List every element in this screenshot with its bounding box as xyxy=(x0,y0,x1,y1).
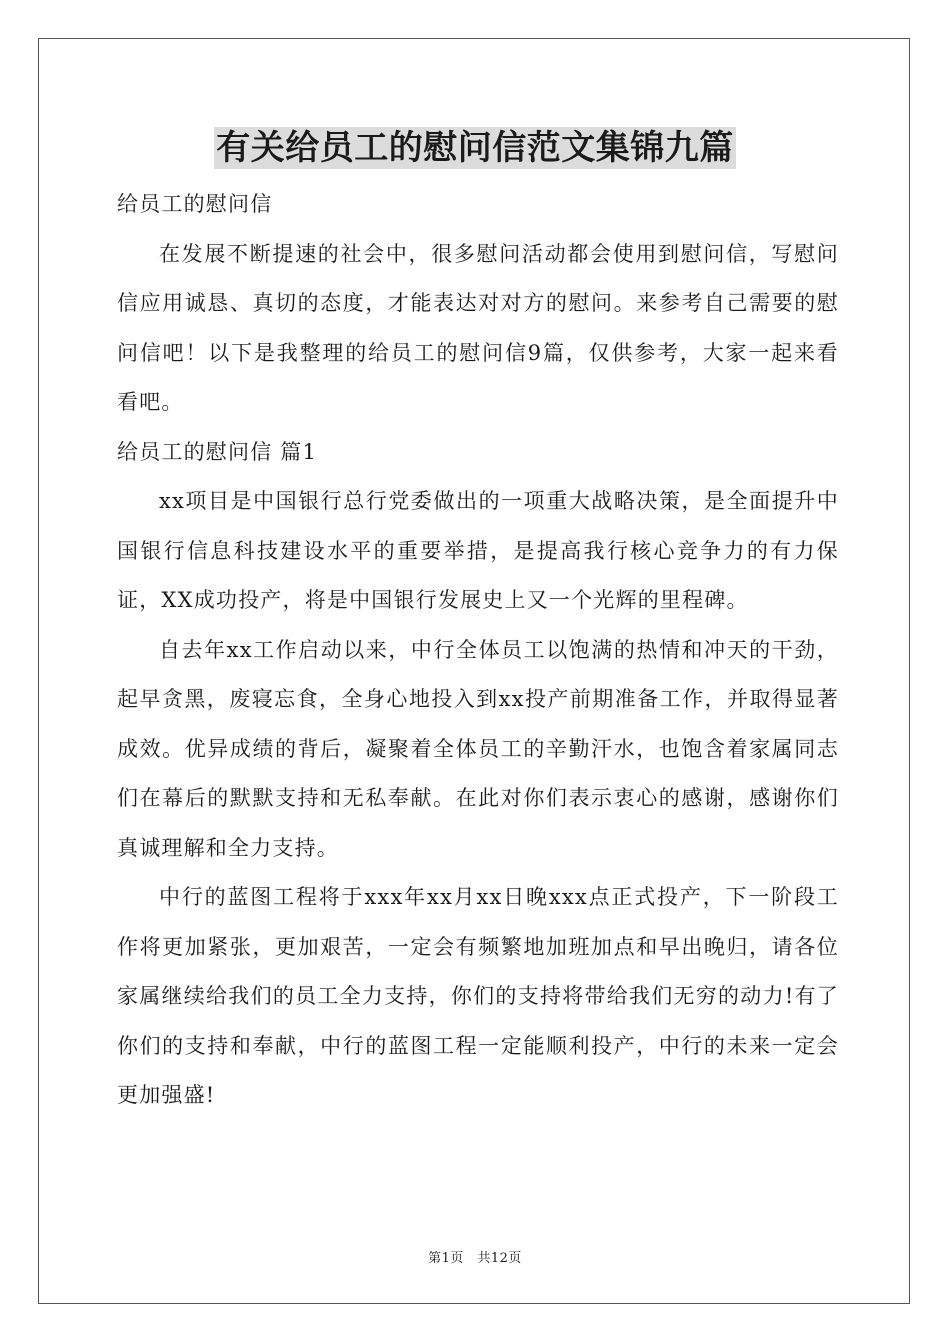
body-paragraph-1: xx项目是中国银行总行党委做出的一项重大战略决策，是全面提升中国银行信息科技建设水平的重要举措，是提高我行核心竞争力的有力保证，XX成功投产，将是中国银行发展史上又一个光辉的里程碑。 xyxy=(117,489,839,612)
section-heading: 给员工的慰问信 篇1 xyxy=(117,439,318,464)
body-paragraph-2: 自去年xx工作启动以来，中行全体员工以饱满的热情和冲天的干劲，起早贪黑，废寝忘食，全身心地投入到xx投产前期准备工作，并取得显著成效。优异成绩的背后，凝聚着全体员工的辛勤汗水，也饱含着家属同志们在幕后的默默支持和无私奉献。在此对你们表示衷心的感谢，感谢你们真诚理解和全力支持。 xyxy=(117,637,839,860)
page-footer: 第1页 共12页 xyxy=(428,1251,522,1266)
intro-paragraph: 在发展不断提速的社会中，很多慰问活动都会使用到慰问信，写慰问信应用诚恳、真切的态度，才能表达对对方的慰问。来参考自己需要的慰问信吧！以下是我整理的给员工的慰问信9篇，仅供参考，大家一起来看看吧。 xyxy=(117,241,839,414)
intro-heading: 给员工的慰问信 xyxy=(117,192,273,216)
document-title: 有关给员工的慰问信范文集锦九篇 xyxy=(216,128,734,168)
title-container xyxy=(0,127,950,169)
body-paragraph-3: 中行的蓝图工程将于xxx年xx月xx日晚xxx点正式投产，下一阶段工作将更加紧张，更加艰苦，一定会有频繁地加班加点和早出晚归，请各位家属继续给我们的员工全力支持，你们的支持将带给我们无穷的动力!有了你们的支持和奉献，中行的蓝图工程一定能顺利投产，中行的未来一定会更加强盛! xyxy=(117,885,839,1107)
document-body xyxy=(117,180,839,1121)
